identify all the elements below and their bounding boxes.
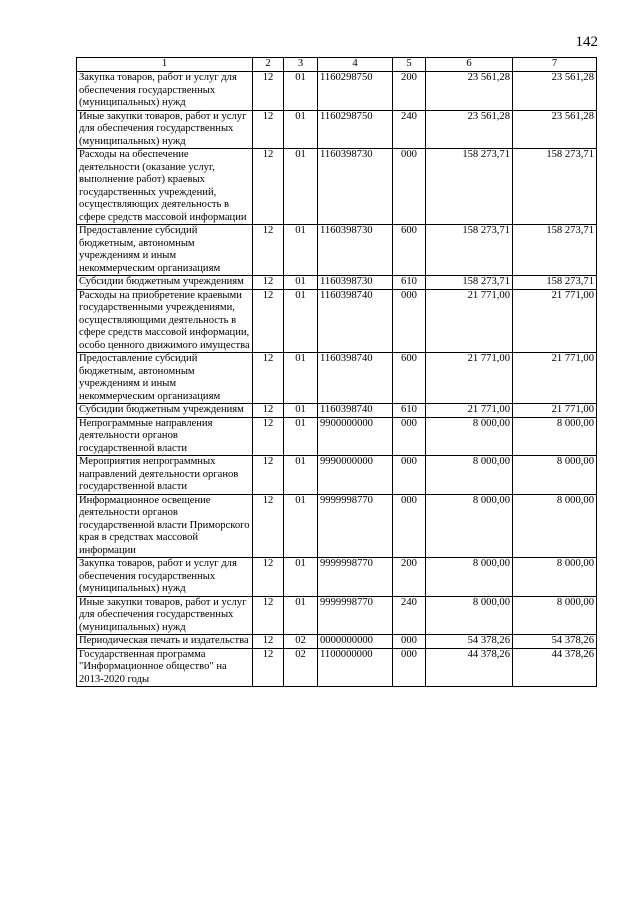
row-section-code: 12 <box>253 289 284 353</box>
row-amount-executed: 21 771,00 <box>513 404 597 418</box>
column-header: 5 <box>393 58 426 72</box>
row-description: Субсидии бюджетным учреждениям <box>77 404 253 418</box>
budget-table <box>76 57 597 687</box>
table-row <box>77 110 597 149</box>
row-target-article: 1100000000 <box>318 648 393 687</box>
column-header: 6 <box>426 58 513 72</box>
table-body <box>77 72 597 687</box>
row-amount-executed: 158 273,71 <box>513 225 597 276</box>
table-row <box>77 596 597 635</box>
header-row <box>77 58 597 72</box>
table-row <box>77 456 597 495</box>
column-header: 4 <box>318 58 393 72</box>
table-row <box>77 225 597 276</box>
row-subsection-code: 02 <box>284 648 318 687</box>
column-header: 7 <box>513 58 597 72</box>
table-row <box>77 289 597 353</box>
row-subsection-code: 01 <box>284 289 318 353</box>
row-section-code: 12 <box>253 596 284 635</box>
row-subsection-code: 02 <box>284 635 318 649</box>
row-section-code: 12 <box>253 276 284 290</box>
row-amount-executed: 158 273,71 <box>513 149 597 225</box>
table-row <box>77 494 597 558</box>
row-amount-planned: 8 000,00 <box>426 596 513 635</box>
row-subsection-code: 01 <box>284 72 318 111</box>
row-amount-executed: 8 000,00 <box>513 558 597 597</box>
row-amount-executed: 23 561,28 <box>513 72 597 111</box>
row-description: Государственная программа "Информационное общество" на 2013-2020 годы <box>77 648 253 687</box>
row-description: Закупка товаров, работ и услуг для обеспечения государственных (муниципальных) нужд <box>77 558 253 597</box>
row-expense-type: 000 <box>393 635 426 649</box>
row-description: Непрограммные направления деятельности органов государственной власти <box>77 417 253 456</box>
row-section-code: 12 <box>253 225 284 276</box>
row-amount-planned: 8 000,00 <box>426 417 513 456</box>
table-row <box>77 558 597 597</box>
row-amount-executed: 21 771,00 <box>513 353 597 404</box>
row-amount-planned: 23 561,28 <box>426 110 513 149</box>
row-description: Мероприятия непрограммных направлений деятельности органов государственной власти <box>77 456 253 495</box>
row-target-article: 0000000000 <box>318 635 393 649</box>
row-section-code: 12 <box>253 110 284 149</box>
row-target-article: 9900000000 <box>318 417 393 456</box>
row-amount-executed: 158 273,71 <box>513 276 597 290</box>
row-subsection-code: 01 <box>284 149 318 225</box>
row-amount-executed: 8 000,00 <box>513 596 597 635</box>
row-amount-executed: 21 771,00 <box>513 289 597 353</box>
row-target-article: 1160398740 <box>318 404 393 418</box>
table-row <box>77 635 597 649</box>
row-target-article: 9999998770 <box>318 494 393 558</box>
row-expense-type: 200 <box>393 558 426 597</box>
row-subsection-code: 01 <box>284 353 318 404</box>
row-amount-planned: 158 273,71 <box>426 149 513 225</box>
row-target-article: 9990000000 <box>318 456 393 495</box>
row-expense-type: 000 <box>393 149 426 225</box>
row-amount-planned: 21 771,00 <box>426 289 513 353</box>
row-target-article: 1160298750 <box>318 72 393 111</box>
row-description: Расходы на приобретение краевыми государственными учреждениями, осуществляющими деятельность в сфере средств массовой информации, особо ценного движимого имущества <box>77 289 253 353</box>
row-description: Закупка товаров, работ и услуг для обеспечения государственных (муниципальных) нужд <box>77 72 253 111</box>
row-section-code: 12 <box>253 149 284 225</box>
row-expense-type: 200 <box>393 72 426 111</box>
row-amount-planned: 8 000,00 <box>426 456 513 495</box>
row-subsection-code: 01 <box>284 404 318 418</box>
row-subsection-code: 01 <box>284 110 318 149</box>
row-expense-type: 000 <box>393 456 426 495</box>
row-description: Информационное освещение деятельности органов государственной власти Приморского края в средствах массовой информации <box>77 494 253 558</box>
row-description: Иные закупки товаров, работ и услуг для обеспечения государственных (муниципальных) нужд <box>77 110 253 149</box>
table-row <box>77 648 597 687</box>
row-subsection-code: 01 <box>284 494 318 558</box>
row-expense-type: 240 <box>393 596 426 635</box>
row-target-article: 9999998770 <box>318 558 393 597</box>
row-target-article: 1160398740 <box>318 353 393 404</box>
row-target-article: 9999998770 <box>318 596 393 635</box>
row-description: Расходы на обеспечение деятельности (оказание услуг, выполнение работ) краевых государственных учреждений, осуществляющих деятельность в сфере средств массовой информации <box>77 149 253 225</box>
row-amount-planned: 8 000,00 <box>426 558 513 597</box>
row-amount-planned: 21 771,00 <box>426 404 513 418</box>
row-target-article: 1160398730 <box>318 225 393 276</box>
row-expense-type: 000 <box>393 648 426 687</box>
row-description: Предоставление субсидий бюджетным, автономным учреждениям и иным некоммерческим организациям <box>77 353 253 404</box>
row-subsection-code: 01 <box>284 456 318 495</box>
row-amount-executed: 8 000,00 <box>513 456 597 495</box>
row-expense-type: 240 <box>393 110 426 149</box>
row-description: Предоставление субсидий бюджетным, автономным учреждениям и иным некоммерческим организациям <box>77 225 253 276</box>
row-section-code: 12 <box>253 494 284 558</box>
row-amount-executed: 8 000,00 <box>513 494 597 558</box>
row-amount-executed: 54 378,26 <box>513 635 597 649</box>
row-subsection-code: 01 <box>284 558 318 597</box>
column-header: 3 <box>284 58 318 72</box>
row-amount-planned: 158 273,71 <box>426 225 513 276</box>
row-amount-planned: 8 000,00 <box>426 494 513 558</box>
row-description: Субсидии бюджетным учреждениям <box>77 276 253 290</box>
table-row <box>77 149 597 225</box>
row-section-code: 12 <box>253 558 284 597</box>
row-expense-type: 000 <box>393 417 426 456</box>
row-target-article: 1160398730 <box>318 149 393 225</box>
row-description: Периодическая печать и издательства <box>77 635 253 649</box>
row-section-code: 12 <box>253 456 284 495</box>
table-row <box>77 404 597 418</box>
row-amount-planned: 23 561,28 <box>426 72 513 111</box>
row-section-code: 12 <box>253 648 284 687</box>
row-amount-planned: 44 378,26 <box>426 648 513 687</box>
row-subsection-code: 01 <box>284 596 318 635</box>
table-row <box>77 72 597 111</box>
row-subsection-code: 01 <box>284 225 318 276</box>
row-subsection-code: 01 <box>284 276 318 290</box>
row-amount-planned: 54 378,26 <box>426 635 513 649</box>
row-section-code: 12 <box>253 353 284 404</box>
row-amount-planned: 158 273,71 <box>426 276 513 290</box>
row-amount-planned: 21 771,00 <box>426 353 513 404</box>
row-target-article: 1160398730 <box>318 276 393 290</box>
row-section-code: 12 <box>253 72 284 111</box>
row-section-code: 12 <box>253 404 284 418</box>
page-number: 142 <box>575 34 598 50</box>
row-amount-executed: 44 378,26 <box>513 648 597 687</box>
row-expense-type: 000 <box>393 289 426 353</box>
row-target-article: 1160298750 <box>318 110 393 149</box>
table-row <box>77 353 597 404</box>
row-expense-type: 600 <box>393 353 426 404</box>
row-expense-type: 610 <box>393 404 426 418</box>
row-expense-type: 000 <box>393 494 426 558</box>
row-subsection-code: 01 <box>284 417 318 456</box>
table-row <box>77 417 597 456</box>
row-expense-type: 600 <box>393 225 426 276</box>
table-row <box>77 276 597 290</box>
row-section-code: 12 <box>253 417 284 456</box>
column-header: 1 <box>77 58 253 72</box>
row-description: Иные закупки товаров, работ и услуг для обеспечения государственных (муниципальных) нужд <box>77 596 253 635</box>
row-section-code: 12 <box>253 635 284 649</box>
column-header: 2 <box>253 58 284 72</box>
row-expense-type: 610 <box>393 276 426 290</box>
row-target-article: 1160398740 <box>318 289 393 353</box>
row-amount-executed: 8 000,00 <box>513 417 597 456</box>
row-amount-executed: 23 561,28 <box>513 110 597 149</box>
